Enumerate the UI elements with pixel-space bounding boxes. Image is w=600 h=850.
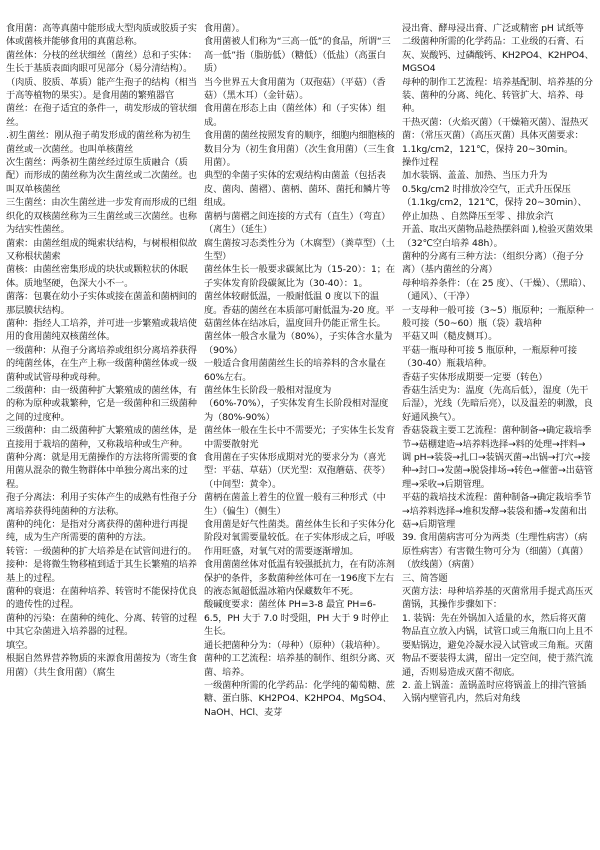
paragraph: 菌柄与菌褶之间连接的方式有（直生）（弯直）（离生）（延生）: [204, 210, 391, 236]
paragraph: 灭菌方法：母种培养基的灭菌常用手提式高压灭菌锅，其操作步骤如下：: [402, 586, 593, 611]
paragraph: 菌种分离：就是用无菌操作的方法将所需要的食用菌从混杂的微生物群体中单独分离出来的过程。: [6, 452, 197, 490]
paragraph: 菌种的分离有三种方法：（组织分离）（孢子分离）（基内菌丝的分离）: [402, 250, 584, 276]
paragraph: 母种的制作工艺流程：培养基配制、培养基的分装、菌种的分离、纯化、转管扩大、培养、母种。: [402, 76, 593, 115]
paragraph: 食用菌在形态上由（菌丝体）和（子实体）组成。: [204, 103, 386, 128]
paragraph: 接种：是将微生物移植到适于其生长繁殖的培养基上的过程。: [6, 559, 197, 584]
paragraph: 腐生菌按习态类性分为（木腐型）（粪草型）（土生型）: [204, 237, 395, 262]
paragraph: 2. 盖上锅盖：盖锅盖时应将锅盖上的排汽管插入锅内壁管孔内，然后对角线: [402, 679, 587, 705]
paragraph: 当今世界五大食用菌为（双孢菇）（平菇）（香菇）（黑木耳）（金针菇）。: [204, 76, 386, 102]
paragraph: 食用菌：高等真菌中能形成大型肉质或胶质子实体或菌核并能够食用的真菌总称。: [6, 23, 197, 48]
text-column-middle: [204, 22, 396, 844]
text-column-right: [402, 22, 594, 844]
paragraph: 根据自然界营养物质的来源食用菌按为（寄生食用菌）（共生食用菌）（腐生: [6, 653, 197, 678]
paragraph: 菌丝体生长一般要求碳氮比为（15-20）：1；在子实体发育阶段碳氮比为（30-40）：1。: [204, 264, 395, 289]
paragraph: 菌种的衰退：在菌种培养、转管时不能保持优良的遗传性的过程。: [6, 586, 197, 611]
paragraph: 干热灭菌：（火焰灭菌）（干燥箱灭菌）、湿热灭菌：（常压灭菌）（高压灭菌）具体灭菌要求：1.1kg/cm2，121℃，保持 20~30min。: [402, 116, 589, 155]
paragraph: 菌种的污染：在菌种的纯化、分离、转管的过程中其它杂菌进入培养器的过程。: [6, 612, 197, 638]
paragraph: 菌种的工艺流程：培养基的制作、组织分离、灭菌、培养。: [204, 653, 395, 678]
paragraph: 菌种的纯化：是指对分离获得的菌种进行再提纯，成为生产所需要的菌种的方法。: [6, 519, 188, 544]
paragraph: 酸碱度要求：菌丝体 PH=3-8 最宜 PH=6-6.5，PH 大于 7.0 时受阻，PH 大于 9 时停止生长。: [204, 599, 389, 638]
paragraph: 菌核：由菌丝密集形成的块状或颗粒状的休眠体。质地坚硬，色深大小不一。: [6, 264, 188, 289]
paragraph: 食用菌的菌丝按照发育的顺序，细胞内细胞核的数目分为（初生食用菌）（次生食用菌）（三生食用菌）。: [204, 130, 395, 169]
paragraph: 填空。: [6, 639, 34, 651]
paragraph: 菌索：由菌丝组成的绳索状结构，与树根相似故又称根状菌索: [6, 237, 197, 262]
paragraph: 三级菌种：由二级菌种扩大繁殖成的菌丝体，是直接用于栽培的菌种，又称栽培种或生产种。: [6, 425, 197, 450]
paragraph: 食用菌是好气性菌类。菌丝体生长和子实体分化阶段对氧需要量较低。在子实体形成之后，呼吸作用旺盛，对氧气对的需要逐渐增加。: [204, 519, 395, 557]
paragraph: 食用菌被人们称为“三高一低”的食品，所谓“三高一低”指（脂肪低）（糖低）（低盐）（高蛋白质）: [204, 36, 391, 75]
paragraph: 菌丝体生长阶段一般相对湿度为（60%-70%），子实体发育生长阶段相对湿度为（80%-90%）: [204, 384, 389, 423]
paragraph: .初生菌丝：刚从孢子萌发形成的菌丝称为初生菌丝或一次菌丝。也叫单核菌丝: [6, 130, 191, 155]
paragraph: 菌种：指经人工培养，并可进一步繁殖或栽培使用的食用菌纯双核菌丝体。: [6, 317, 197, 343]
paragraph: 菌丝体较耐低温，一般耐低温 0 度以下的温度。香菇的菌丝在本质部可耐低温为-20 度。平菇菌丝体在结冰后，温度回升仍能正常生长。: [204, 291, 395, 329]
paragraph: 一支母种一般可接（3~5）瓶原种；一瓶原种一般可接（50~60）瓶（袋）栽培种: [402, 304, 594, 329]
paragraph: 菌丝：在孢子适宜的条件一，萌发形成的管状细丝。: [6, 103, 197, 128]
paragraph: 通长把菌种分为：（母种）（原种）（栽培种）。: [204, 639, 386, 651]
paragraph: 菌丝体一般在生长中不需要光；子实体生长发育中需要散射光: [204, 425, 395, 450]
section-heading: 三、简答题: [402, 572, 448, 584]
paragraph: 一级菌种所需的化学药品：化学纯的葡萄糖、蔗糖、蛋白胨、KH2PO4、K2HPO4、MgSO4、NaOH、HCl、麦芽: [204, 679, 395, 718]
paragraph: 香菇袋栽主要工艺流程：菌种制备→确定栽培季节→菇棚建造→培养料选择→料的处理→拌料→调 pH→装袋→扎口→装锅灭菌→出锅→打穴→接种→封口→发菌→脱袋排场→转色→催蕾→出菇管理→采收→后期管理。: [402, 425, 593, 490]
paragraph: 香菇生活史为：温度（先高后低），湿度（先干后湿），光线（先暗后亮），以及温差的刺激，良好通风换气）。: [402, 384, 593, 423]
paragraph: 平菇一瓶母种可接 5 瓶原种，一瓶原种可接（30-40）瓶栽培种。: [402, 344, 577, 370]
paragraph: 次生菌丝：两条初生菌丝经过原生质融合（质配）而形成的菌丝称为次生菌丝或二次菌丝。也叫双单核菌丝: [6, 157, 197, 195]
paragraph: 操作过程: [402, 157, 439, 169]
paragraph: 典型的伞菌子实体的宏观结构由菌盖（包括表皮、菌肉、菌褶）、菌柄、菌环、菌托和鳞片等组成。: [204, 170, 391, 209]
paragraph: 菌落：包裹在幼小子实体或接在菌盖和菌柄间的那层膜状结构。: [6, 291, 197, 316]
paragraph: 香菇子实体形成期要一定要（转色）: [402, 371, 548, 383]
paragraph: 二级菌种所需的化学药品：工业级的石膏、石灰、炭酸钙、过磷酸钙、KH2PO4、K2HPO4、MGSO4: [402, 36, 594, 75]
paragraph: 菌丝体一般含水量为（80%），子实体含水量为（90%）: [204, 331, 393, 356]
paragraph: 39. 食用菌病害可分为两类（生理性病害）（病原性病害）有害微生物可分为（细菌）（真菌）（放线菌）（病菌）: [402, 532, 589, 571]
paragraph: 开盖、取出灭菌物品趁热摆斜面 ),检验灭菌效果（32℃空白培养 48h）。: [402, 224, 593, 249]
paragraph: 1. 装锅：先在外锅加入适量的水，然后将灭菌物品直立放入内锅，试管口或三角瓶口向上且不要贴锅边，避免冷凝水浸入试管或三角瓶。灭菌物品不要装得太满，留出一定空间，使于蒸汽流通，否则易造成灭菌不彻底。: [402, 612, 593, 678]
paragraph: 三生菌丝：由次生菌丝进一步发育而形成的已组织化的双核菌丝称为三生菌丝或三次菌丝。也称为结实性菌丝。: [6, 197, 197, 236]
paragraph: 平菇的栽培技术流程：菌种制备→确定栽培季节→培养料选择→堆积发酵→装袋和播→发菌和出菇→后期管理: [402, 492, 592, 531]
paragraph: 食用菌在子实体形成期对光的要求分为（喜光型：平菇、草菇）（厌光型：双孢蘑菇、茯苓）（中间型：黄伞）。: [204, 452, 391, 490]
paragraph: 母种培养条件：（在 25 度）、（干燥）、（黑暗）、（通风）、（干净）: [402, 277, 592, 303]
paragraph: 一般适合食用菌菌丝生长的培养料的含水量在 60%左右。: [204, 358, 386, 383]
paragraph: 平菇又叫（糙皮侧耳）。: [402, 331, 498, 343]
paragraph: 菌柄在菌盖上着生的位置一般有三种形式（中生）（偏生）（侧生）: [204, 492, 386, 517]
paragraph: 转管：一级菌种的扩大培养是在试管间进行的。: [6, 545, 197, 557]
paragraph: 孢子分离法：利用子实体产生的成熟有性孢子分离培养获得纯菌种的方法称。: [6, 492, 197, 517]
text-column-left: [6, 22, 198, 844]
paragraph: 二级菌种：由一级菌种扩大繁殖成的菌丝体，有的称为原种或栽繁种，它是一级菌种和三级菌种之间的过度种。: [6, 384, 197, 423]
paragraph: 一级菌种：从孢子分离培养或组织分离培养获得的纯菌丝体，在生产上称一级菌种菌丝体或一级菌种或试管母种或母种。: [6, 344, 197, 383]
paragraph: 浸出膏、酵母浸出膏、广泛或精密 pH 试纸等: [402, 23, 584, 34]
paragraph: 菌丝体：分枝的丝状细丝（菌丝）总和子实体：生长于基质表面肉眼可见部分（易分清结构）。（肉质、胶质、革质）能产生孢子的结构（相当于高等植物的果实）。是食用菌的繁殖器官: [6, 49, 197, 102]
paragraph: 食用菌菌丝体对低温有较强抵抗力，在有防冻剂保护的条件，多数菌种丝体可在一196度下左右的液态氮超低温冰箱内保藏数年不死。: [204, 559, 395, 598]
paragraph: 食用菌）。: [204, 23, 245, 34]
paragraph: 加水装锅、盖盖、加热、当压力升为 0.5kg/cm2 时排放冷空气，正式升压保压（1.1kg/cm2，121℃，保持 20~30min）、停止加热 、自然降压至零 、排放余汽: [402, 170, 587, 222]
